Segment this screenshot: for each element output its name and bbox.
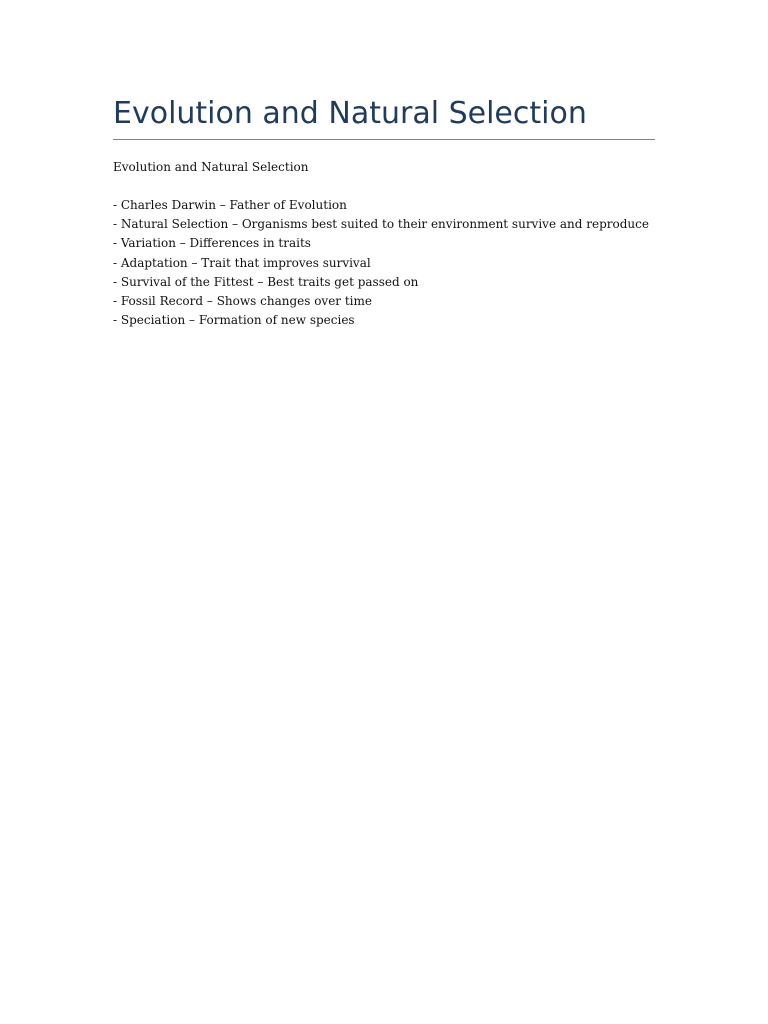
bullet-list: [113, 196, 673, 330]
list-item: - Adaptation – Trait that improves survival: [113, 255, 371, 270]
document-subtitle: Evolution and Natural Selection: [113, 160, 309, 174]
list-item: - Survival of the Fittest – Best traits get passed on: [113, 274, 419, 289]
title-divider: [113, 139, 655, 140]
list-item: - Speciation – Formation of new species: [113, 313, 355, 328]
page-title: Evolution and Natural Selection: [113, 96, 587, 131]
list-item: - Fossil Record – Shows changes over time: [113, 294, 373, 309]
list-item: - Natural Selection – Organisms best suited to their environment survive and reproduce: [113, 217, 649, 232]
list-item: - Charles Darwin – Father of Evolution: [113, 198, 347, 212]
list-item: - Variation – Differences in traits: [113, 236, 311, 251]
